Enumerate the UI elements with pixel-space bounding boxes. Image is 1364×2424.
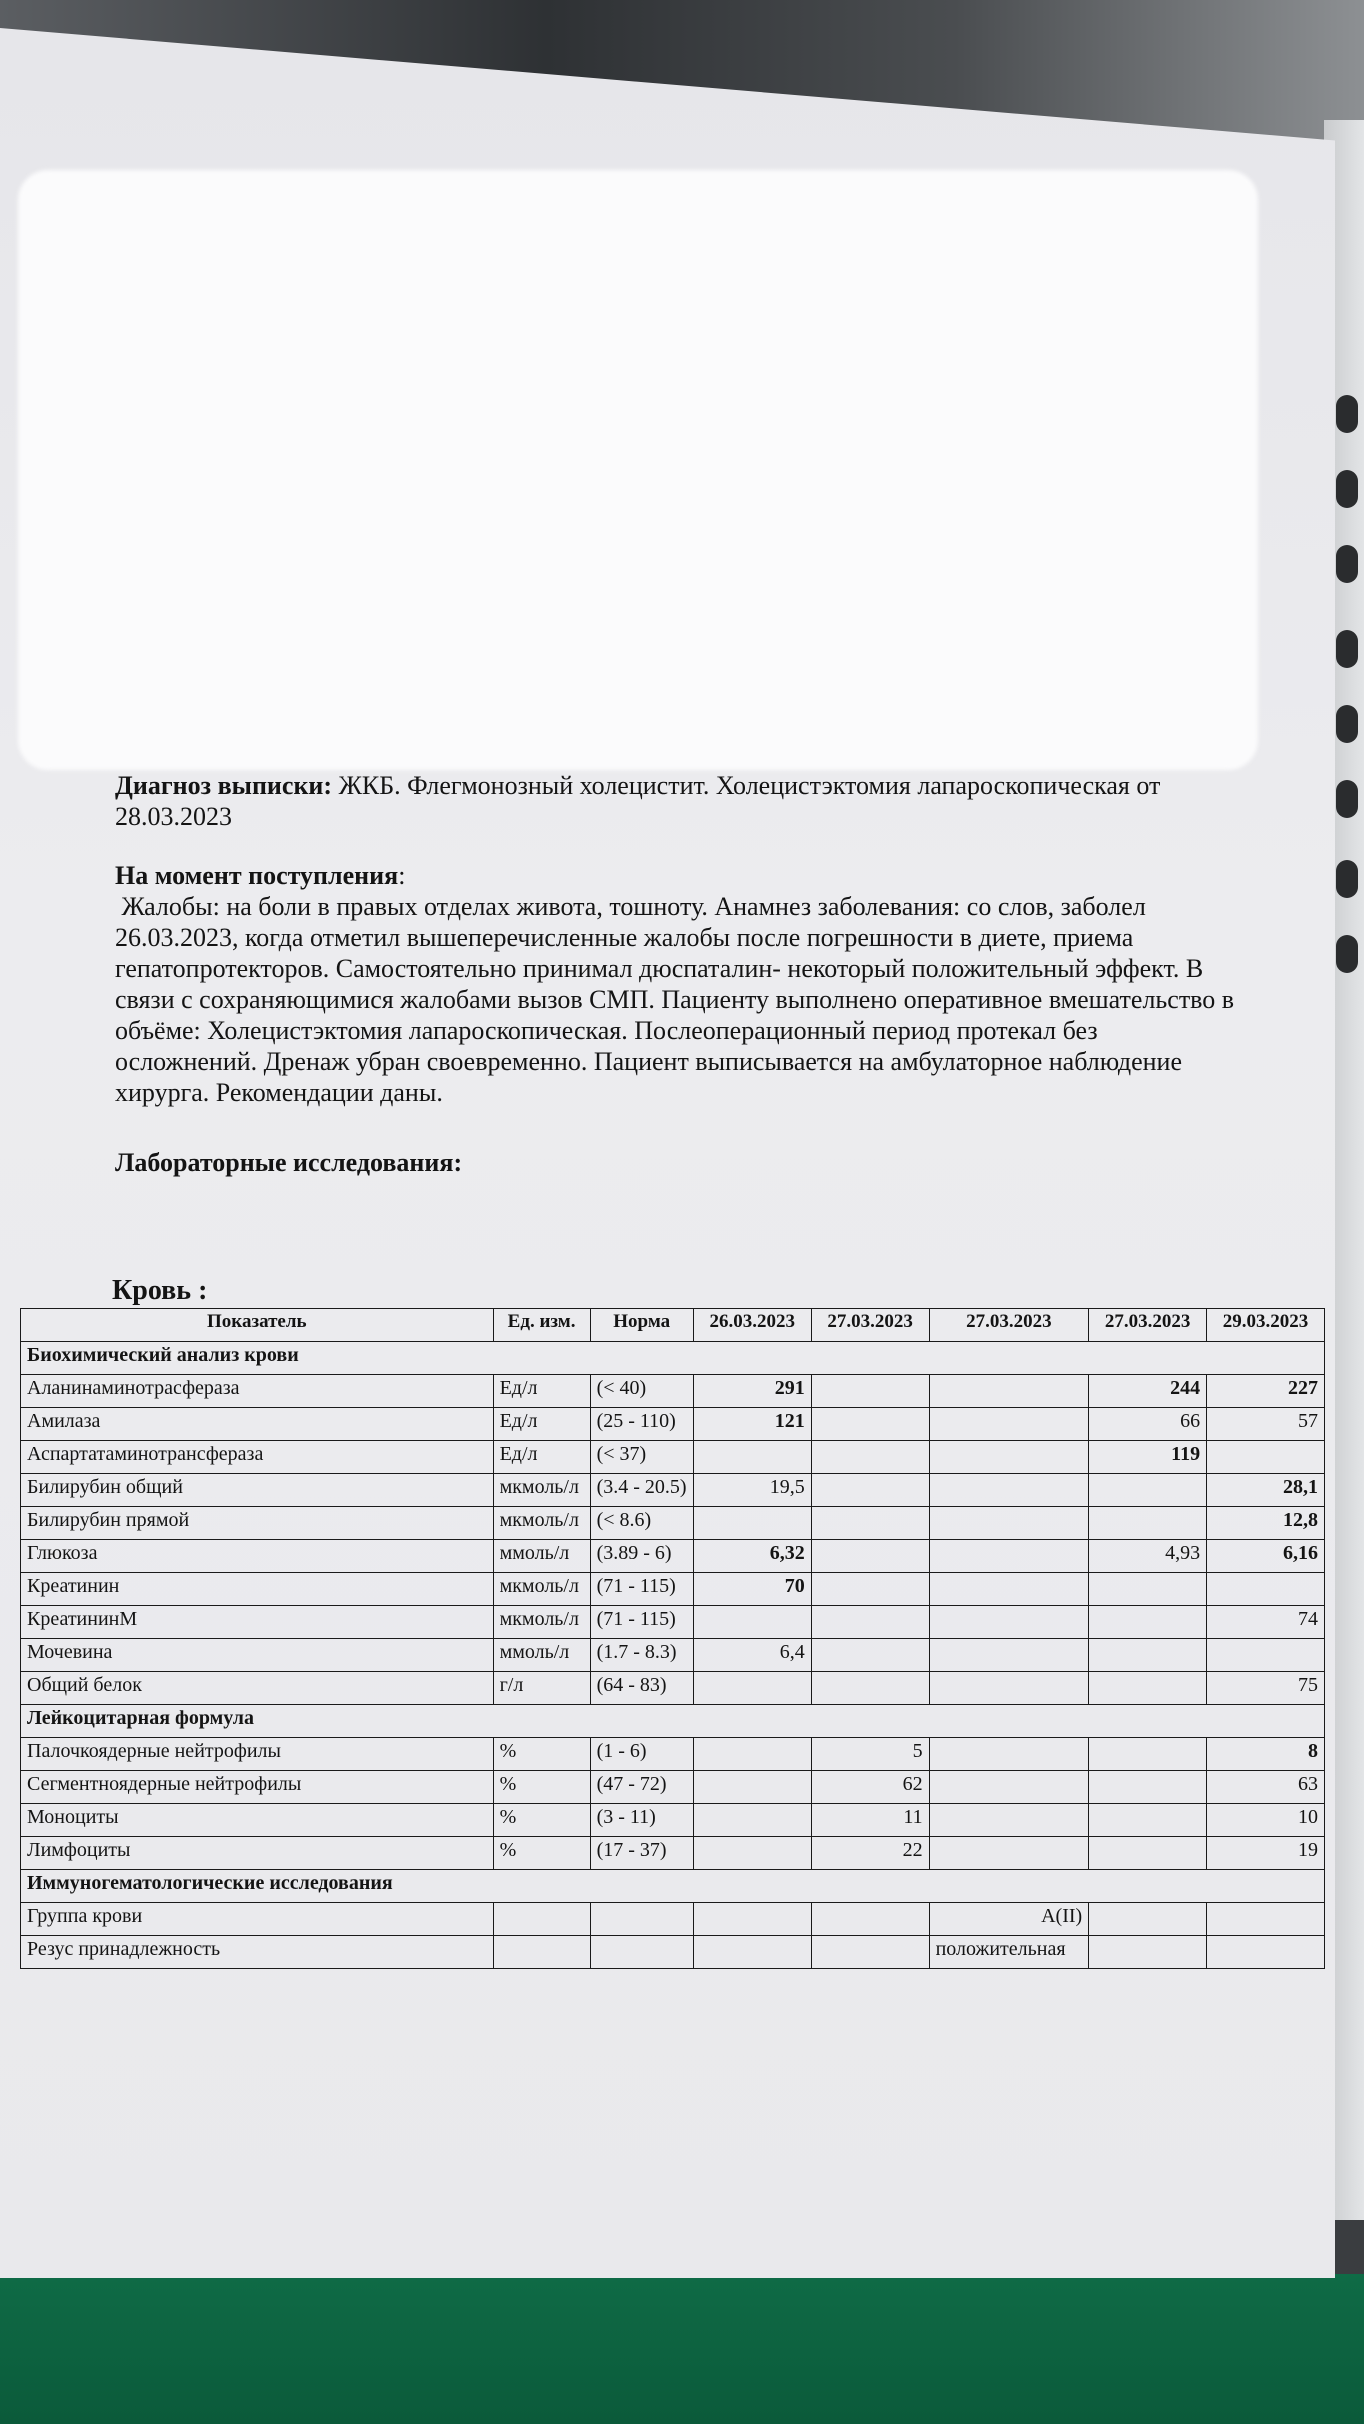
table-row [21,1672,1325,1705]
header-norm: Норма [590,1309,693,1342]
cell-name: Амилаза [21,1408,494,1441]
cell-d5: 6,16 [1207,1540,1325,1573]
cell-d1 [693,1837,811,1870]
table-row [21,1540,1325,1573]
header-date-4: 27.03.2023 [1089,1309,1207,1342]
cell-d3 [929,1375,1089,1408]
cell-name: Билирубин общий [21,1474,494,1507]
cell-d2 [811,1474,929,1507]
cell-d2 [811,1639,929,1672]
cell-norm: (71 - 115) [590,1606,693,1639]
cell-d5 [1207,1936,1325,1969]
cell-d5: 10 [1207,1804,1325,1837]
cell-d1 [693,1441,811,1474]
cell-d2: 5 [811,1738,929,1771]
cell-d4: 244 [1089,1375,1207,1408]
cell-d4: 66 [1089,1408,1207,1441]
cell-name: Палочкоядерные нейтрофилы [21,1738,494,1771]
cell-unit: мкмоль/л [493,1474,590,1507]
cell-unit: мкмоль/л [493,1573,590,1606]
cell-norm: (17 - 37) [590,1837,693,1870]
lab-results-table [20,1308,1325,1969]
blood-title: Кровь : [112,1275,208,1306]
cell-d1: 121 [693,1408,811,1441]
table-row [21,1408,1325,1441]
cell-d5 [1207,1903,1325,1936]
cell-d1 [693,1771,811,1804]
cell-unit: мкмоль/л [493,1606,590,1639]
cell-d2 [811,1936,929,1969]
cell-d3 [929,1573,1089,1606]
cell-d1: 6,4 [693,1639,811,1672]
admission-text-content: Жалобы: на боли в правых отделах живота, тошноту. Анамнез заболевания: со слов, заболел 26.03.2023, когда отметил вышеперечисленные жалобы после погрешности в диете, приема гепатопротекторов. Самостоятельно принимал дюспаталин- некоторый положительный эффект. В связи с сохраняющимися жалобами вызов СМП. Пациенту выполнено оперативное вмешательство в объёме: Холецистэктомия лапароскопическая. Послеоперационный период протекал без осложнений. Дренаж убран своевременно. Пациент выписывается на амбулаторное наблюдение хирурга. Рекомендации даны. [115,892,1235,1107]
cell-norm [590,1903,693,1936]
cell-name: Резус принадлежность [21,1936,494,1969]
cell-d4: 119 [1089,1441,1207,1474]
cell-norm: (3 - 11) [590,1804,693,1837]
table-row [21,1639,1325,1672]
cell-d5: 74 [1207,1606,1325,1639]
header-unit: Ед. изм. [493,1309,590,1342]
cell-d2: 11 [811,1804,929,1837]
cell-d3 [929,1738,1089,1771]
admission-text [115,891,1235,1108]
cell-norm: (71 - 115) [590,1573,693,1606]
table-row [21,1441,1325,1474]
cell-d4 [1089,1474,1207,1507]
cell-norm: (< 37) [590,1441,693,1474]
cell-d1 [693,1672,811,1705]
cell-unit: Ед/л [493,1408,590,1441]
cell-d5: 57 [1207,1408,1325,1441]
cell-d3 [929,1771,1089,1804]
cell-d4 [1089,1771,1207,1804]
cell-unit: % [493,1771,590,1804]
cell-unit: мкмоль/л [493,1507,590,1540]
cell-d2 [811,1606,929,1639]
cell-d4 [1089,1672,1207,1705]
cell-d5 [1207,1441,1325,1474]
cell-d1 [693,1936,811,1969]
section-title: Биохимический анализ крови [21,1342,1325,1375]
cell-d3 [929,1804,1089,1837]
background-green-surface [0,2274,1364,2424]
cell-norm: (1 - 6) [590,1738,693,1771]
cell-d4 [1089,1606,1207,1639]
cell-unit: % [493,1738,590,1771]
header-date-5: 29.03.2023 [1207,1309,1325,1342]
cell-d3 [929,1441,1089,1474]
cell-name: Мочевина [21,1639,494,1672]
cell-d3: положительная [929,1936,1089,1969]
table-header-row [21,1309,1325,1342]
cell-unit: Ед/л [493,1441,590,1474]
table-row [21,1771,1325,1804]
cell-d1 [693,1507,811,1540]
header-date-1: 26.03.2023 [693,1309,811,1342]
cell-d5 [1207,1573,1325,1606]
cell-norm: (3.89 - 6) [590,1540,693,1573]
cell-d2 [811,1903,929,1936]
table-row [21,1474,1325,1507]
cell-unit: % [493,1804,590,1837]
cell-d2: 22 [811,1837,929,1870]
cell-name: Сегментноядерные нейтрофилы [21,1771,494,1804]
redacted-area [18,170,1258,770]
cell-d5: 12,8 [1207,1507,1325,1540]
cell-norm: (64 - 83) [590,1672,693,1705]
cell-d4 [1089,1903,1207,1936]
table-row [21,1837,1325,1870]
header-indicator: Показатель [21,1309,494,1342]
section-row [21,1870,1325,1903]
document-body [115,770,1235,1178]
cell-d3: A(II) [929,1903,1089,1936]
cell-d3 [929,1606,1089,1639]
cell-d4 [1089,1804,1207,1837]
cell-d4 [1089,1507,1207,1540]
cell-d5: 63 [1207,1771,1325,1804]
cell-d5: 28,1 [1207,1474,1325,1507]
table-row [21,1573,1325,1606]
admission-colon: : [398,861,406,890]
cell-name: Креатинин [21,1573,494,1606]
cell-norm: (< 8.6) [590,1507,693,1540]
diagnosis-label: Диагноз выписки: [115,771,333,800]
header-date-2: 27.03.2023 [811,1309,929,1342]
table-row [21,1738,1325,1771]
cell-d2 [811,1507,929,1540]
cell-d3 [929,1837,1089,1870]
cell-unit: % [493,1837,590,1870]
lab-title: Лабораторные исследования: [115,1148,463,1177]
section-title: Лейкоцитарная формула [21,1705,1325,1738]
cell-norm [590,1936,693,1969]
cell-norm: (< 40) [590,1375,693,1408]
cell-d2 [811,1441,929,1474]
cell-d2 [811,1408,929,1441]
cell-d4 [1089,1639,1207,1672]
cell-norm: (47 - 72) [590,1771,693,1804]
cell-d1: 19,5 [693,1474,811,1507]
cell-d5: 75 [1207,1672,1325,1705]
cell-d2: 62 [811,1771,929,1804]
table-row [21,1903,1325,1936]
cell-d4: 4,93 [1089,1540,1207,1573]
cell-d1: 6,32 [693,1540,811,1573]
cell-d5: 227 [1207,1375,1325,1408]
cell-d1 [693,1606,811,1639]
cell-norm: (3.4 - 20.5) [590,1474,693,1507]
cell-unit [493,1936,590,1969]
cell-name: КреатининМ [21,1606,494,1639]
table-row [21,1606,1325,1639]
admission-heading [115,860,1235,891]
cell-unit [493,1903,590,1936]
cell-d1 [693,1903,811,1936]
cell-d3 [929,1540,1089,1573]
cell-d5: 19 [1207,1837,1325,1870]
cell-unit: г/л [493,1672,590,1705]
diagnosis-text: ЖКБ. Флегмонозный холецистит. Холецистэктомия лапароскопическая от 28.03.2023 [115,771,1161,831]
cell-d5: 8 [1207,1738,1325,1771]
cell-d2 [811,1540,929,1573]
cell-d4 [1089,1738,1207,1771]
cell-d4 [1089,1837,1207,1870]
section-row [21,1342,1325,1375]
cell-name: Лимфоциты [21,1837,494,1870]
cell-d2 [811,1573,929,1606]
section-title: Иммуногематологические исследования [21,1870,1325,1903]
cell-name: Билирубин прямой [21,1507,494,1540]
cell-d3 [929,1672,1089,1705]
cell-d4 [1089,1573,1207,1606]
admission-label: На момент поступления [115,861,399,890]
cell-name: Общий белок [21,1672,494,1705]
cell-d3 [929,1507,1089,1540]
cell-d2 [811,1672,929,1705]
cell-name: Группа крови [21,1903,494,1936]
table-row [21,1507,1325,1540]
cell-norm: (25 - 110) [590,1408,693,1441]
cell-name: Аланинаминотрасфераза [21,1375,494,1408]
cell-unit: ммоль/л [493,1540,590,1573]
cell-unit: Ед/л [493,1375,590,1408]
table-row [21,1936,1325,1969]
cell-unit: ммоль/л [493,1639,590,1672]
table-row [21,1375,1325,1408]
cell-name: Аспартатаминотрансфераза [21,1441,494,1474]
cell-d3 [929,1639,1089,1672]
cell-d1 [693,1738,811,1771]
cell-d3 [929,1474,1089,1507]
cell-d1: 291 [693,1375,811,1408]
cell-norm: (1.7 - 8.3) [590,1639,693,1672]
cell-d5 [1207,1639,1325,1672]
cell-d3 [929,1408,1089,1441]
cell-name: Глюкоза [21,1540,494,1573]
cell-d2 [811,1375,929,1408]
cell-d1: 70 [693,1573,811,1606]
table-row [21,1804,1325,1837]
header-date-3: 27.03.2023 [929,1309,1089,1342]
cell-name: Моноциты [21,1804,494,1837]
cell-d1 [693,1804,811,1837]
section-row [21,1705,1325,1738]
diagnosis-paragraph [115,770,1235,832]
cell-d4 [1089,1936,1207,1969]
